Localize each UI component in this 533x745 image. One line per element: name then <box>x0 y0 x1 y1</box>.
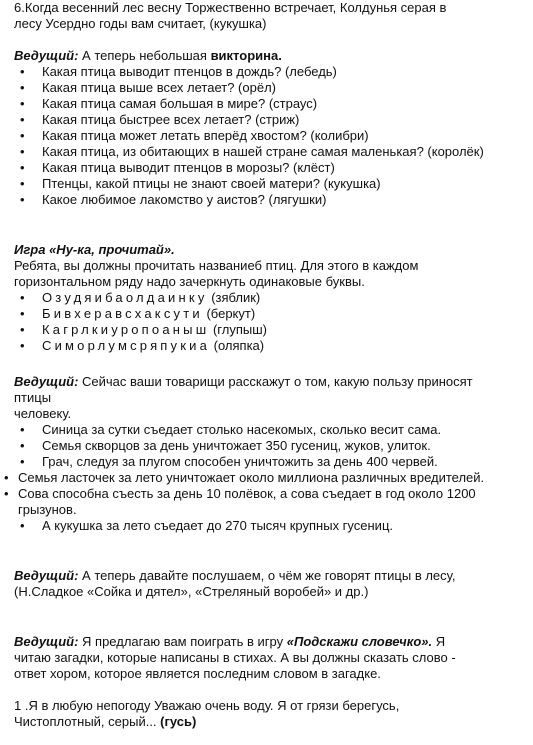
quiz-title: викторина. <box>210 48 282 63</box>
hint-text-2: Я <box>432 634 446 649</box>
quiz-item: • Какая птица выводит птенцов в морозы? (клёст) <box>14 160 529 176</box>
quiz-text: А теперь небольшая <box>78 48 211 63</box>
quiz-item: • Какая птица быстрее всех летает? (стриж) <box>14 112 529 128</box>
riddle-1-line-1: 1 .Я в любую непогоду Уважаю очень воду. Я от грязи берегусь, <box>14 698 400 713</box>
listen-heading <box>14 568 529 584</box>
listen-text: А теперь давайте послушаем, о чём же говорят птицы в лесу, <box>78 568 456 583</box>
game-answer: (беркут) <box>202 306 256 321</box>
game-letters: Озудяибаолдаинку <box>42 290 208 305</box>
riddle-1-text: Чистоплотный, серый... <box>14 714 161 729</box>
quiz-item: • Какая птица самая большая в мире? (страус) <box>14 96 529 112</box>
benefit-list <box>14 422 529 534</box>
benefit-item: • Синица за сутки съедает столько насекомых, сколько весит сама. <box>14 422 529 438</box>
quiz-item: • Какая птица, из обитающих в нашей стране самая маленькая? (королёк) <box>14 144 529 160</box>
intro-line-1: 6.Когда весенний лес весну Торжественно встречает, Колдунья серая в <box>14 0 447 15</box>
quiz-item: • Какое любимое лакомство у аистов? (лягушки) <box>14 192 529 208</box>
hint-heading <box>14 634 529 650</box>
game-answer: (зяблик) <box>207 290 261 305</box>
game-letters: Кагрлкиуропоаныш <box>42 322 210 337</box>
game-item <box>14 290 529 306</box>
game-letters: Симорлумсряпукиа <box>42 338 211 353</box>
benefit-heading <box>14 374 529 390</box>
game-letters: Бивхеравсхаксути <box>42 306 203 321</box>
game-item <box>14 338 529 354</box>
quiz-list <box>14 64 529 208</box>
game-answer: (оляпка) <box>210 338 265 353</box>
game-answer: (глупыш) <box>209 322 267 337</box>
benefit-item: • Сова способна съесть за день 10 полёвок, а сова съедает в год около 1200 грызунов. <box>2 486 529 518</box>
benefit-item: • Семья скворцов за день уничтожает 350 гусениц, жуков, улиток. <box>14 438 529 454</box>
game-title: Игра «Ну-ка, прочитай». <box>14 242 175 257</box>
benefit-text-1: Сейчас ваши товарищи расскажут о том, какую пользу приносят <box>78 374 473 389</box>
hint-line-3: ответ хором, которое является последним словом в загадке. <box>14 666 381 681</box>
document-page <box>14 0 529 730</box>
intro-line-2: лесу Усердно годы вам считает, (кукушка) <box>14 16 267 31</box>
benefit-text-2: птицы <box>14 390 52 405</box>
game-item <box>14 306 529 322</box>
hint-text-1: Я предлагаю вам поиграть в игру <box>78 634 287 649</box>
game-list <box>14 290 529 354</box>
benefit-item: • А кукушка за лето съедает до 270 тысяч крупных гусениц. <box>14 518 529 534</box>
benefit-text-3: человеку. <box>14 406 72 421</box>
game-desc-2: горизонтальном ряду надо зачеркнуть одинаковые буквы. <box>14 274 365 289</box>
listen-text-2: (Н.Сладкое «Сойка и дятел», «Стреляный воробей» и др.) <box>14 584 369 599</box>
riddle-1-line-2 <box>14 714 529 730</box>
game-item <box>14 322 529 338</box>
hint-line-2: читаю загадки, которые написаны в стихах. А вы должны сказать слово - <box>14 650 456 665</box>
quiz-heading <box>14 48 529 64</box>
benefit-lead: Ведущий: <box>14 374 79 389</box>
benefit-item: • Грач, следуя за плугом способен уничтожить за день 400 червей. <box>14 454 529 470</box>
quiz-item: • Какая птица выше всех летает? (орёл) <box>14 80 529 96</box>
riddle-1-answer: (гусь) <box>160 714 197 729</box>
hint-game-title: «Подскажи словечко». <box>286 634 433 649</box>
hint-lead: Ведущий: <box>14 634 79 649</box>
benefit-item: • Семья ласточек за лето уничтожает около миллиона различных вредителей. <box>2 470 529 486</box>
quiz-lead: Ведущий: <box>14 48 79 63</box>
quiz-item: • Какая птица может летать вперёд хвостом? (колибри) <box>14 128 529 144</box>
quiz-item: • Какая птица выводит птенцов в дождь? (лебедь) <box>14 64 529 80</box>
listen-lead: Ведущий: <box>14 568 79 583</box>
quiz-item: • Птенцы, какой птицы не знают своей матери? (кукушка) <box>14 176 529 192</box>
game-desc-1: Ребята, вы должны прочитать названиеб птиц. Для этого в каждом <box>14 258 419 273</box>
